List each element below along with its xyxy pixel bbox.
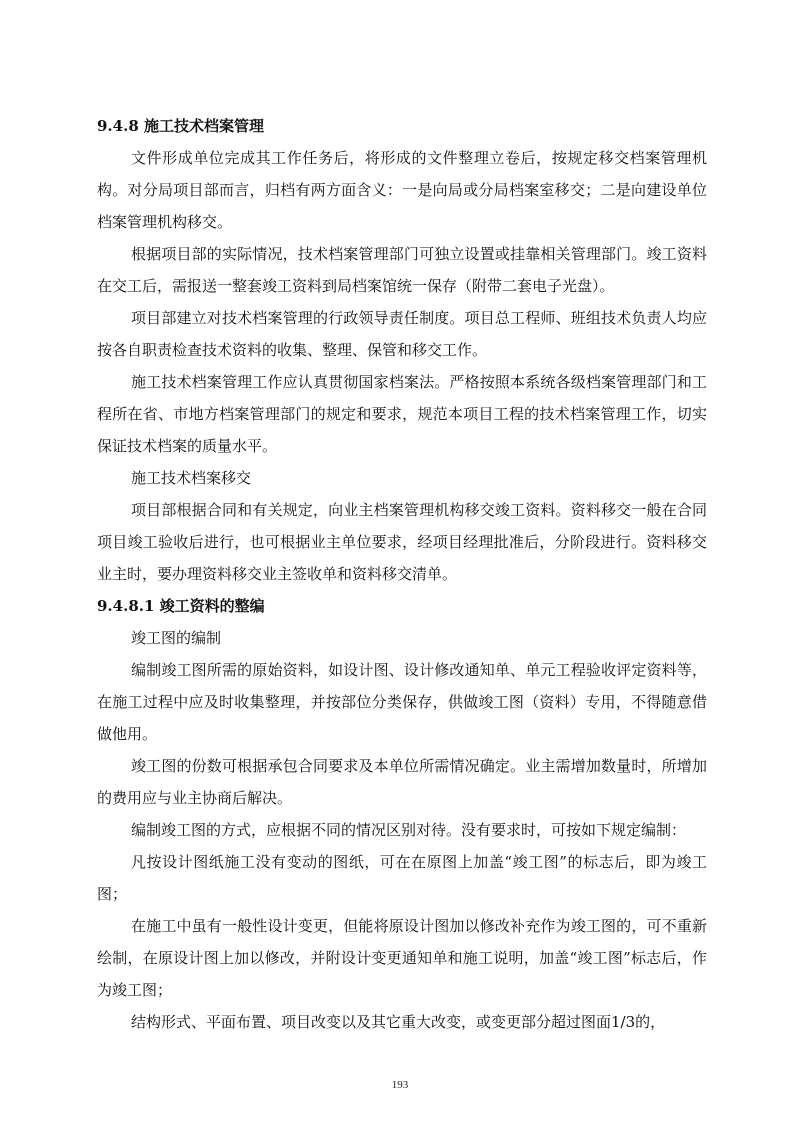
paragraph-subtitle: 施工技术档案移交 bbox=[131, 469, 252, 487]
page-content bbox=[97, 110, 707, 1038]
paragraph: 编制竣工图所需的原始资料，如设计图、设计修改通知单、单元工程验收评定资料等，在施工过程中应及时收集整理，并按部位分类保存，供做竣工图（资料）专用，不得随意借做他用。 bbox=[97, 661, 707, 743]
section-heading-9-4-8-1: 9.4.8.1 竣工资料的整编 bbox=[97, 597, 265, 615]
paragraph: 项目部建立对技术档案管理的行政领导责任制度。项目总工程师、班组技术负责人均应按各自职责检查技术资料的收集、整理、保管和移交工作。 bbox=[97, 309, 707, 359]
paragraph: 文件形成单位完成其工作任务后，将形成的文件整理立卷后，按规定移交档案管理机构。对分局项目部而言，归档有两方面含义：一是向局或分局档案室移交；二是向建设单位档案管理机构移交。 bbox=[97, 149, 707, 231]
paragraph: 施工技术档案管理工作应认真贯彻国家档案法。严格按照本系统各级档案管理部门和工程所在省、市地方档案管理部门的规定和要求，规范本项目工程的技术档案管理工作，切实保证技术档案的质量水平。 bbox=[97, 373, 707, 455]
paragraph: 结构形式、平面布置、项目改变以及其它重大改变，或变更部分超过图面1/3的， bbox=[131, 1013, 666, 1031]
paragraph: 编制竣工图的方式，应根据不同的情况区别对待。没有要求时，可按如下规定编制： bbox=[131, 821, 687, 839]
paragraph-subtitle: 竣工图的编制 bbox=[131, 629, 222, 647]
paragraph: 项目部根据合同和有关规定，向业主档案管理机构移交竣工资料。资料移交一般在合同项目竣工验收后进行，也可根据业主单位要求，经项目经理批准后，分阶段进行。资料移交业主时，要办理资料移交业主签收单和资料移交清单。 bbox=[97, 501, 707, 583]
section-heading-9-4-8: 9.4.8 施工技术档案管理 bbox=[97, 117, 264, 135]
paragraph: 凡按设计图纸施工没有变动的图纸，可在在原图上加盖“竣工图”的标志后，即为竣工图； bbox=[97, 853, 707, 903]
paragraph: 在施工中虽有一般性设计变更，但能将原设计图加以修改补充作为竣工图的，可不重新绘制，在原设计图上加以修改，并附设计变更通知单和施工说明，加盖“竣工图”标志后，作为竣工图； bbox=[97, 917, 707, 999]
paragraph: 根据项目部的实际情况，技术档案管理部门可独立设置或挂靠相关管理部门。竣工资料在交工后，需报送一整套竣工资料到局档案馆统一保存（附带二套电子光盘）。 bbox=[97, 245, 707, 295]
page-number: 193 bbox=[391, 1079, 409, 1091]
paragraph: 竣工图的份数可根据承包合同要求及本单位所需情况确定。业主需增加数量时，所增加的费用应与业主协商后解决。 bbox=[97, 757, 707, 807]
